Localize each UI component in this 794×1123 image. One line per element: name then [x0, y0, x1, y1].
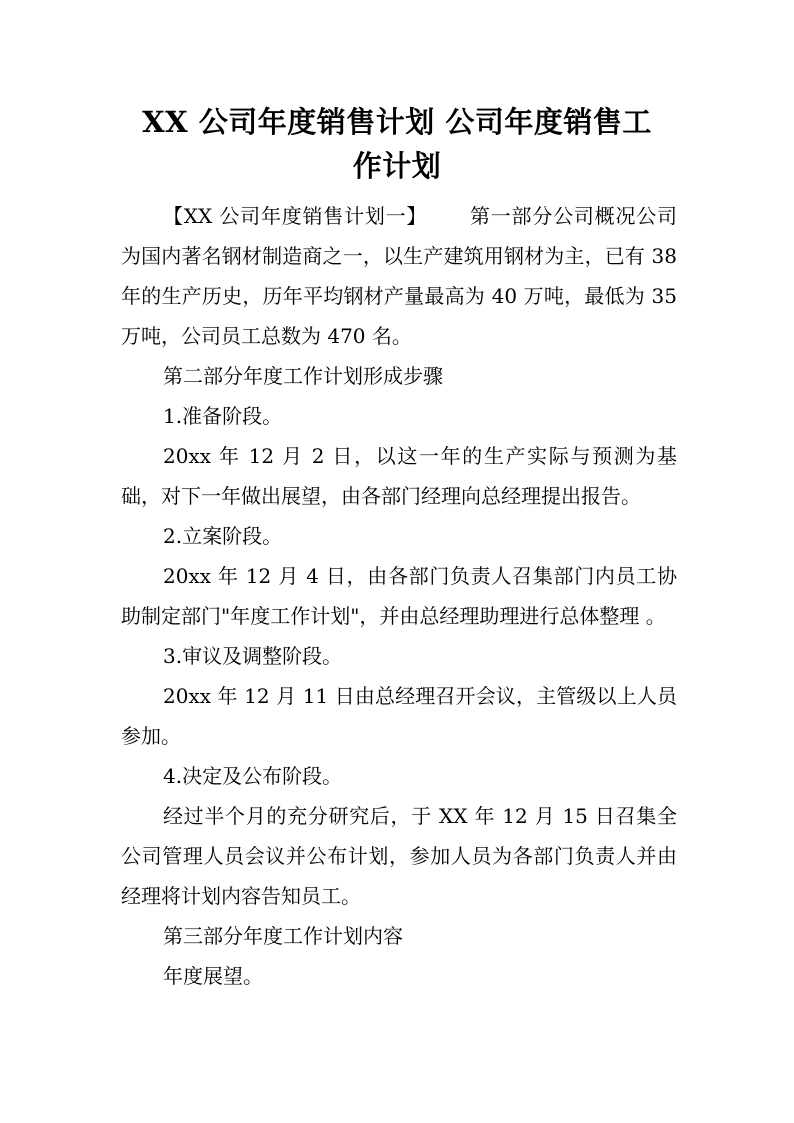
section3-heading: 第三部分年度工作计划内容	[163, 924, 403, 948]
title-line-2: 作计划	[352, 149, 442, 183]
intro-label: 【XX 公司年度销售计划一】	[163, 204, 428, 228]
section2-heading: 第二部分年度工作计划形成步骤	[163, 364, 443, 388]
document-body	[121, 196, 677, 996]
step3-heading: 3.审议及调整阶段。	[163, 644, 343, 668]
step1-heading: 1.准备阶段。	[163, 404, 283, 428]
intro-text: 第一部分公司概况公司为国内著名钢材制造商之一，以生产建筑用钢材为主，已有 38 年的生产历史，历年平均钢材产量最高为 40 万吨，最低为 35 万吨，公司员工总数为 470 名。	[121, 204, 678, 348]
intro-paragraph	[121, 196, 677, 356]
step4-text: 经过半个月的充分研究后，于 XX 年 12 月 15 日召集全公司管理人员会议并公布计划，参加人员为各部门负责人并由经理将计划内容告知员工。	[121, 804, 677, 908]
annual-outlook: 年度展望。	[163, 964, 263, 988]
title-line-1: XX 公司年度销售计划 公司年度销售工	[142, 105, 652, 139]
step1-text: 20xx 年 12 月 2 日，以这一年的生产实际与预测为基础，对下一年做出展望，由各部门经理向总经理提出报告。	[121, 444, 677, 508]
step4-heading: 4.决定及公布阶段。	[163, 764, 343, 788]
step2-heading: 2.立案阶段。	[163, 524, 283, 548]
document-title	[110, 100, 684, 188]
step3-text: 20xx 年 12 月 11 日由总经理召开会议，主管级以上人员参加。	[121, 684, 677, 748]
step2-text: 20xx 年 12 月 4 日，由各部门负责人召集部门内员工协助制定部门"年度工作计划"，并由总经理助理进行总体整理 。	[121, 564, 677, 628]
